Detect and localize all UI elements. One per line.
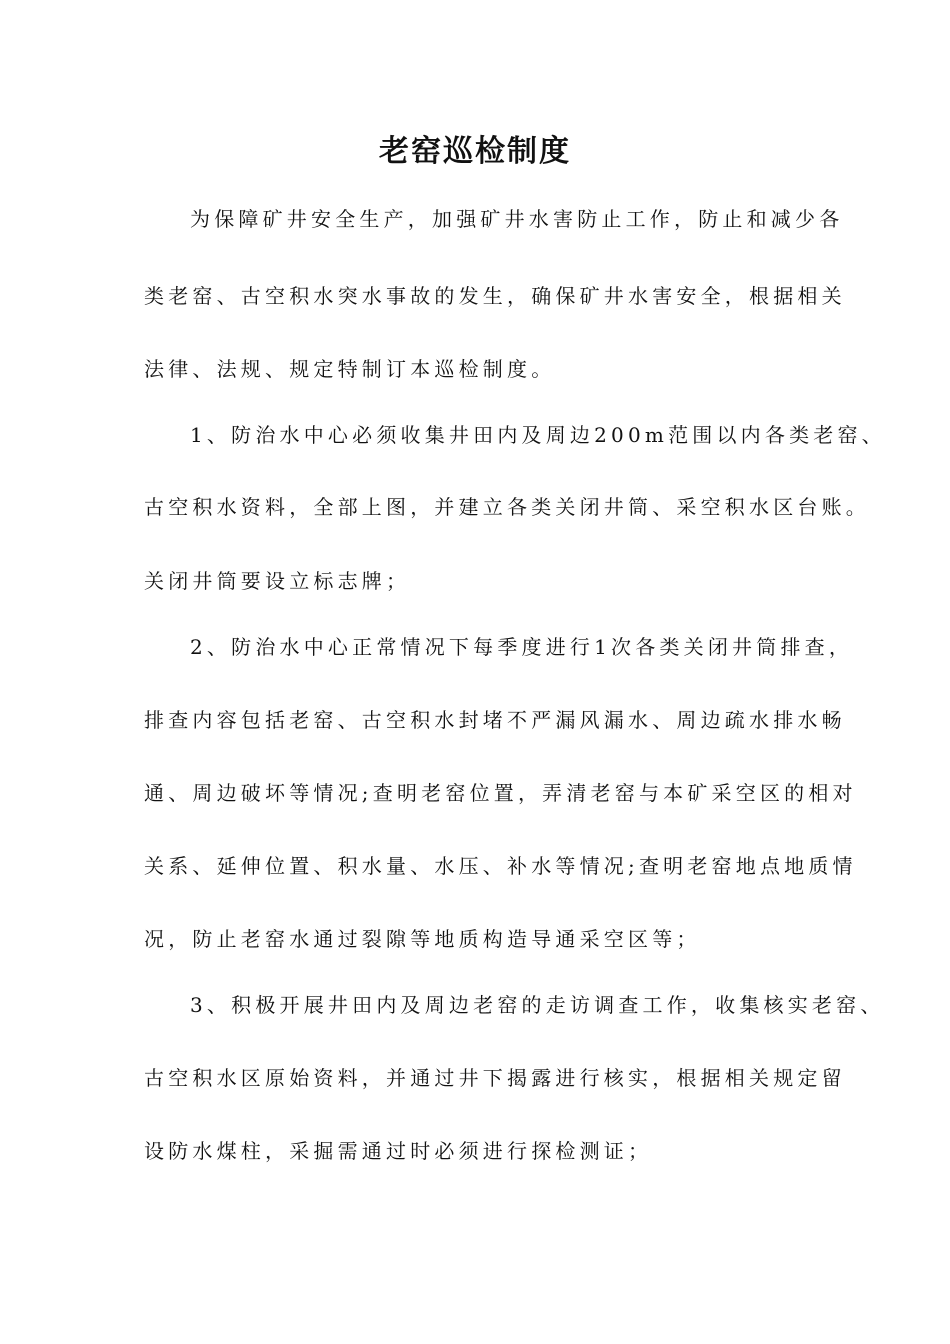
- paragraph-line-item3-2: 古空积水区原始资料，并通过井下揭露进行核实，根据相关规定留: [144, 1066, 846, 1090]
- paragraph-line-item3-3: 设防水煤柱，采掘需通过时必须进行探检测证；: [144, 1139, 653, 1163]
- paragraph-line-item2-2: 排查内容包括老窑、古空积水封堵不严漏风漏水、周边疏水排水畅: [144, 708, 846, 732]
- document-title: 老窑巡检制度: [379, 134, 571, 169]
- paragraph-line-item3-1: 3、积极开展井田内及周边老窑的走访调查工作，收集核实老窑、: [190, 993, 885, 1017]
- paragraph-line-item2-1: 2、防治水中心正常情况下每季度进行1次各类关闭井筒排查，: [190, 635, 854, 659]
- paragraph-line-item2-5: 况，防止老窑水通过裂隙等地质构造导通采空区等；: [144, 927, 701, 951]
- paragraph-line-item1-1: 1、防治水中心必须收集井田内及周边200m范围以内各类老窑、: [190, 423, 886, 447]
- paragraph-line-intro-2: 类老窑、古空积水突水事故的发生，确保矿井水害安全，根据相关: [144, 284, 846, 308]
- paragraph-line-item2-3: 通、周边破坏等情况;查明老窑位置，弄清老窑与本矿采空区的相对: [144, 781, 857, 805]
- paragraph-line-item2-4: 关系、延伸位置、积水量、水压、补水等情况;查明老窑地点地质情: [144, 854, 857, 878]
- paragraph-line-item1-3: 关闭井筒要设立标志牌；: [144, 569, 411, 593]
- paragraph-line-intro-3: 法律、法规、规定特制订本巡检制度。: [144, 357, 556, 381]
- paragraph-line-item1-2: 古空积水资料，全部上图，并建立各类关闭井筒、采空积水区台账。: [144, 495, 870, 519]
- paragraph-line-intro-1: 为保障矿井安全生产，加强矿井水害防止工作，防止和减少各: [190, 207, 844, 231]
